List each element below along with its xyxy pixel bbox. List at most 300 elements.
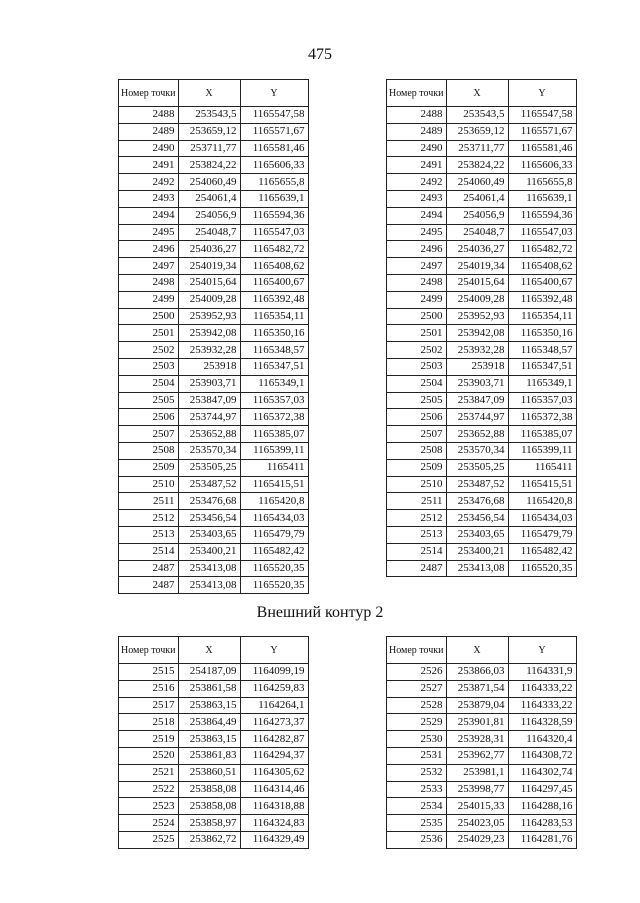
table-header-row	[119, 80, 309, 107]
x-coordinate: 253871,54	[446, 680, 508, 697]
y-coordinate: 1165408,62	[508, 258, 576, 275]
column-header-x: X	[178, 637, 240, 664]
y-coordinate: 1165385,07	[240, 426, 308, 443]
x-coordinate: 253903,71	[178, 375, 240, 392]
y-coordinate: 1164283,53	[508, 815, 576, 832]
y-coordinate: 1165372,38	[508, 409, 576, 426]
x-coordinate: 253942,08	[446, 325, 508, 342]
table-row	[119, 815, 309, 832]
point-number: 2496	[119, 241, 179, 258]
coordinates-table-4	[386, 636, 577, 849]
y-coordinate: 1165399,11	[508, 442, 576, 459]
point-number: 2489	[387, 123, 447, 140]
table-row	[119, 224, 309, 241]
point-number: 2487	[119, 577, 179, 594]
table-row	[387, 747, 577, 764]
table-row	[387, 731, 577, 748]
table-row	[387, 123, 577, 140]
table-row	[119, 358, 309, 375]
point-number: 2508	[387, 442, 447, 459]
x-coordinate: 253928,31	[446, 731, 508, 748]
x-coordinate: 253942,08	[178, 325, 240, 342]
y-coordinate: 1164318,88	[240, 798, 308, 815]
table-row	[119, 140, 309, 157]
x-coordinate: 253858,97	[178, 815, 240, 832]
point-number: 2501	[119, 325, 179, 342]
y-coordinate: 1165571,67	[240, 123, 308, 140]
y-coordinate: 1165547,58	[240, 107, 308, 124]
y-coordinate: 1165400,67	[240, 274, 308, 291]
point-number: 2488	[387, 107, 447, 124]
coordinates-table-2	[386, 79, 577, 577]
y-coordinate: 1165357,03	[508, 392, 576, 409]
point-number: 2507	[119, 426, 179, 443]
point-number: 2493	[387, 190, 447, 207]
y-coordinate: 1165357,03	[240, 392, 308, 409]
x-coordinate: 253413,08	[446, 560, 508, 577]
point-number: 2500	[119, 308, 179, 325]
x-coordinate: 253570,34	[446, 442, 508, 459]
point-number: 2491	[387, 157, 447, 174]
x-coordinate: 253400,21	[178, 543, 240, 560]
y-coordinate: 1165415,51	[240, 476, 308, 493]
y-coordinate: 1165655,8	[508, 174, 576, 191]
x-coordinate: 253824,22	[178, 157, 240, 174]
y-coordinate: 1165581,46	[508, 140, 576, 157]
table-row	[119, 123, 309, 140]
table-row	[387, 493, 577, 510]
y-coordinate: 1165399,11	[240, 442, 308, 459]
table-row	[119, 543, 309, 560]
x-coordinate: 253858,08	[178, 781, 240, 798]
y-coordinate: 1165482,42	[508, 543, 576, 560]
x-coordinate: 253456,54	[446, 510, 508, 527]
x-coordinate: 253505,25	[178, 459, 240, 476]
x-coordinate: 253861,83	[178, 747, 240, 764]
table-row	[387, 697, 577, 714]
table-row	[119, 560, 309, 577]
point-number: 2492	[387, 174, 447, 191]
x-coordinate: 254015,64	[446, 274, 508, 291]
x-coordinate: 254015,64	[178, 274, 240, 291]
point-number: 2517	[119, 697, 179, 714]
y-coordinate: 1165434,03	[240, 510, 308, 527]
point-number: 2497	[387, 258, 447, 275]
point-number: 2493	[119, 190, 179, 207]
table-row	[119, 157, 309, 174]
table-row	[119, 781, 309, 798]
y-coordinate: 1165347,51	[240, 358, 308, 375]
x-coordinate: 253861,58	[178, 680, 240, 697]
point-number: 2499	[119, 291, 179, 308]
x-coordinate: 253862,72	[178, 831, 240, 848]
column-header-num: Номер точки	[387, 637, 447, 664]
table-row	[387, 764, 577, 781]
point-number: 2525	[119, 831, 179, 848]
table-row	[387, 664, 577, 681]
y-coordinate: 1165385,07	[508, 426, 576, 443]
x-coordinate: 254056,9	[178, 207, 240, 224]
table-row	[387, 815, 577, 832]
x-coordinate: 253903,71	[446, 375, 508, 392]
x-coordinate: 253659,12	[446, 123, 508, 140]
column-header-x: X	[178, 80, 240, 107]
table-row	[387, 207, 577, 224]
point-number: 2524	[119, 815, 179, 832]
table-row	[387, 258, 577, 275]
y-coordinate: 1164333,22	[508, 680, 576, 697]
y-coordinate: 1164264,1	[240, 697, 308, 714]
x-coordinate: 253505,25	[446, 459, 508, 476]
table-row	[119, 392, 309, 409]
table-row	[119, 274, 309, 291]
point-number: 2503	[387, 358, 447, 375]
x-coordinate: 253932,28	[178, 342, 240, 359]
point-number: 2511	[119, 493, 179, 510]
y-coordinate: 1165349,1	[240, 375, 308, 392]
table-row	[387, 140, 577, 157]
point-number: 2509	[387, 459, 447, 476]
x-coordinate: 253570,34	[178, 442, 240, 459]
point-number: 2520	[119, 747, 179, 764]
column-header-num: Номер точки	[119, 637, 179, 664]
y-coordinate: 1165606,33	[508, 157, 576, 174]
table-row	[387, 714, 577, 731]
table-header-row	[387, 637, 577, 664]
table-row	[119, 526, 309, 543]
y-coordinate: 1164331,9	[508, 664, 576, 681]
table-row	[119, 714, 309, 731]
point-number: 2502	[119, 342, 179, 359]
point-number: 2514	[119, 543, 179, 560]
section-title: Внешний контур 2	[256, 604, 384, 621]
point-number: 2521	[119, 764, 179, 781]
x-coordinate: 253543,5	[178, 107, 240, 124]
x-coordinate: 253413,08	[178, 577, 240, 594]
x-coordinate: 254029,23	[446, 831, 508, 848]
column-header-y: Y	[508, 637, 576, 664]
table-row	[387, 781, 577, 798]
table-row	[119, 680, 309, 697]
column-header-y: Y	[240, 80, 308, 107]
point-number: 2508	[119, 442, 179, 459]
point-number: 2530	[387, 731, 447, 748]
table-row	[119, 510, 309, 527]
x-coordinate: 253487,52	[178, 476, 240, 493]
column-header-num: Номер точки	[119, 80, 179, 107]
point-number: 2487	[119, 560, 179, 577]
column-header-y: Y	[240, 637, 308, 664]
table-row	[119, 325, 309, 342]
table-row	[119, 798, 309, 815]
point-number: 2492	[119, 174, 179, 191]
table-row	[387, 308, 577, 325]
table-row	[387, 680, 577, 697]
x-coordinate: 253858,08	[178, 798, 240, 815]
table-row	[119, 731, 309, 748]
point-number: 2510	[387, 476, 447, 493]
table-row	[387, 274, 577, 291]
table-row	[119, 107, 309, 124]
point-number: 2504	[119, 375, 179, 392]
y-coordinate: 1165520,35	[508, 560, 576, 577]
table-row	[119, 493, 309, 510]
point-number: 2519	[119, 731, 179, 748]
point-number: 2494	[387, 207, 447, 224]
y-coordinate: 1164328,59	[508, 714, 576, 731]
point-number: 2513	[387, 526, 447, 543]
table-row	[119, 697, 309, 714]
y-coordinate: 1164281,76	[508, 831, 576, 848]
point-number: 2512	[387, 510, 447, 527]
y-coordinate: 1164294,37	[240, 747, 308, 764]
x-coordinate: 254056,9	[446, 207, 508, 224]
x-coordinate: 253879,04	[446, 697, 508, 714]
x-coordinate: 253403,65	[446, 526, 508, 543]
x-coordinate: 254019,34	[446, 258, 508, 275]
x-coordinate: 253901,81	[446, 714, 508, 731]
table-row	[387, 375, 577, 392]
table-row	[387, 798, 577, 815]
table-row	[387, 157, 577, 174]
y-coordinate: 1165520,35	[240, 560, 308, 577]
point-number: 2511	[387, 493, 447, 510]
x-coordinate: 253413,08	[178, 560, 240, 577]
table-row	[119, 241, 309, 258]
x-coordinate: 253652,88	[178, 426, 240, 443]
point-number: 2527	[387, 680, 447, 697]
x-coordinate: 253864,49	[178, 714, 240, 731]
y-coordinate: 1164273,37	[240, 714, 308, 731]
x-coordinate: 253476,68	[446, 493, 508, 510]
table-row	[119, 409, 309, 426]
y-coordinate: 1165581,46	[240, 140, 308, 157]
table-row	[387, 409, 577, 426]
y-coordinate: 1165639,1	[240, 190, 308, 207]
point-number: 2534	[387, 798, 447, 815]
table-row	[387, 190, 577, 207]
x-coordinate: 253952,93	[446, 308, 508, 325]
x-coordinate: 253918	[178, 358, 240, 375]
point-number: 2496	[387, 241, 447, 258]
point-number: 2536	[387, 831, 447, 848]
point-number: 2498	[387, 274, 447, 291]
y-coordinate: 1165354,11	[508, 308, 576, 325]
table-row	[387, 543, 577, 560]
y-coordinate: 1165547,58	[508, 107, 576, 124]
point-number: 2507	[387, 426, 447, 443]
table-row	[119, 291, 309, 308]
x-coordinate: 253952,93	[178, 308, 240, 325]
table-row	[387, 526, 577, 543]
point-number: 2514	[387, 543, 447, 560]
x-coordinate: 253981,1	[446, 764, 508, 781]
x-coordinate: 254009,28	[446, 291, 508, 308]
y-coordinate: 1164308,72	[508, 747, 576, 764]
table-row	[119, 577, 309, 594]
y-coordinate: 1165411	[508, 459, 576, 476]
column-header-y: Y	[508, 80, 576, 107]
y-coordinate: 1164314,46	[240, 781, 308, 798]
y-coordinate: 1165482,42	[240, 543, 308, 560]
point-number: 2487	[387, 560, 447, 577]
x-coordinate: 254023,05	[446, 815, 508, 832]
y-coordinate: 1165639,1	[508, 190, 576, 207]
table-row	[119, 190, 309, 207]
y-coordinate: 1165350,16	[508, 325, 576, 342]
x-coordinate: 253476,68	[178, 493, 240, 510]
point-number: 2489	[119, 123, 179, 140]
x-coordinate: 253860,51	[178, 764, 240, 781]
y-coordinate: 1165350,16	[240, 325, 308, 342]
y-coordinate: 1165420,8	[240, 493, 308, 510]
point-number: 2503	[119, 358, 179, 375]
point-number: 2512	[119, 510, 179, 527]
table-row	[119, 476, 309, 493]
point-number: 2533	[387, 781, 447, 798]
y-coordinate: 1164297,45	[508, 781, 576, 798]
table-row	[119, 442, 309, 459]
coordinates-table-3	[118, 636, 309, 849]
point-number: 2516	[119, 680, 179, 697]
point-number: 2515	[119, 664, 179, 681]
y-coordinate: 1165547,03	[240, 224, 308, 241]
point-number: 2523	[119, 798, 179, 815]
table-row	[387, 241, 577, 258]
point-number: 2532	[387, 764, 447, 781]
y-coordinate: 1165594,36	[240, 207, 308, 224]
column-header-num: Номер точки	[387, 80, 447, 107]
coordinates-table-1	[118, 79, 309, 594]
x-coordinate: 253711,77	[446, 140, 508, 157]
y-coordinate: 1165372,38	[240, 409, 308, 426]
table-row	[387, 224, 577, 241]
table-row	[387, 107, 577, 124]
page-number: 475	[308, 46, 332, 63]
point-number: 2529	[387, 714, 447, 731]
point-number: 2526	[387, 664, 447, 681]
point-number: 2506	[119, 409, 179, 426]
table-row	[119, 459, 309, 476]
table-row	[119, 831, 309, 848]
y-coordinate: 1165479,79	[240, 526, 308, 543]
table-row	[119, 174, 309, 191]
point-number: 2490	[387, 140, 447, 157]
table-header-row	[387, 80, 577, 107]
point-number: 2506	[387, 409, 447, 426]
table-row	[119, 207, 309, 224]
x-coordinate: 253866,03	[446, 664, 508, 681]
x-coordinate: 253487,52	[446, 476, 508, 493]
x-coordinate: 253400,21	[446, 543, 508, 560]
column-header-x: X	[446, 80, 508, 107]
y-coordinate: 1165606,33	[240, 157, 308, 174]
y-coordinate: 1165434,03	[508, 510, 576, 527]
y-coordinate: 1165547,03	[508, 224, 576, 241]
point-number: 2528	[387, 697, 447, 714]
y-coordinate: 1165479,79	[508, 526, 576, 543]
x-coordinate: 253998,77	[446, 781, 508, 798]
y-coordinate: 1164259,83	[240, 680, 308, 697]
x-coordinate: 254009,28	[178, 291, 240, 308]
point-number: 2535	[387, 815, 447, 832]
table-row	[387, 442, 577, 459]
x-coordinate: 253659,12	[178, 123, 240, 140]
column-header-x: X	[446, 637, 508, 664]
x-coordinate: 253711,77	[178, 140, 240, 157]
point-number: 2495	[387, 224, 447, 241]
x-coordinate: 253652,88	[446, 426, 508, 443]
x-coordinate: 254060,49	[446, 174, 508, 191]
point-number: 2494	[119, 207, 179, 224]
y-coordinate: 1165520,35	[240, 577, 308, 594]
table-row	[387, 174, 577, 191]
point-number: 2513	[119, 526, 179, 543]
x-coordinate: 253744,97	[446, 409, 508, 426]
x-coordinate: 254019,34	[178, 258, 240, 275]
table-row	[119, 764, 309, 781]
y-coordinate: 1165594,36	[508, 207, 576, 224]
table-row	[119, 747, 309, 764]
x-coordinate: 253824,22	[446, 157, 508, 174]
x-coordinate: 253744,97	[178, 409, 240, 426]
table-row	[119, 664, 309, 681]
y-coordinate: 1164099,19	[240, 664, 308, 681]
x-coordinate: 253847,09	[178, 392, 240, 409]
x-coordinate: 253863,15	[178, 697, 240, 714]
point-number: 2518	[119, 714, 179, 731]
y-coordinate: 1165415,51	[508, 476, 576, 493]
x-coordinate: 253932,28	[446, 342, 508, 359]
table-row	[387, 476, 577, 493]
x-coordinate: 254036,27	[178, 241, 240, 258]
x-coordinate: 253918	[446, 358, 508, 375]
table-row	[387, 510, 577, 527]
point-number: 2505	[387, 392, 447, 409]
x-coordinate: 254048,7	[178, 224, 240, 241]
table-row	[387, 325, 577, 342]
x-coordinate: 253863,15	[178, 731, 240, 748]
table-row	[119, 258, 309, 275]
y-coordinate: 1164324,83	[240, 815, 308, 832]
table-row	[387, 560, 577, 577]
point-number: 2501	[387, 325, 447, 342]
y-coordinate: 1165400,67	[508, 274, 576, 291]
y-coordinate: 1165420,8	[508, 493, 576, 510]
x-coordinate: 254048,7	[446, 224, 508, 241]
point-number: 2490	[119, 140, 179, 157]
table-row	[387, 291, 577, 308]
y-coordinate: 1165411	[240, 459, 308, 476]
y-coordinate: 1165348,57	[508, 342, 576, 359]
point-number: 2497	[119, 258, 179, 275]
table-row	[387, 426, 577, 443]
y-coordinate: 1164302,74	[508, 764, 576, 781]
x-coordinate: 254061,4	[446, 190, 508, 207]
x-coordinate: 253403,65	[178, 526, 240, 543]
x-coordinate: 254060,49	[178, 174, 240, 191]
point-number: 2509	[119, 459, 179, 476]
point-number: 2522	[119, 781, 179, 798]
x-coordinate: 253543,5	[446, 107, 508, 124]
y-coordinate: 1165392,48	[240, 291, 308, 308]
y-coordinate: 1165482,72	[240, 241, 308, 258]
point-number: 2498	[119, 274, 179, 291]
table-header-row	[119, 637, 309, 664]
y-coordinate: 1165571,67	[508, 123, 576, 140]
y-coordinate: 1165354,11	[240, 308, 308, 325]
table-row	[387, 342, 577, 359]
